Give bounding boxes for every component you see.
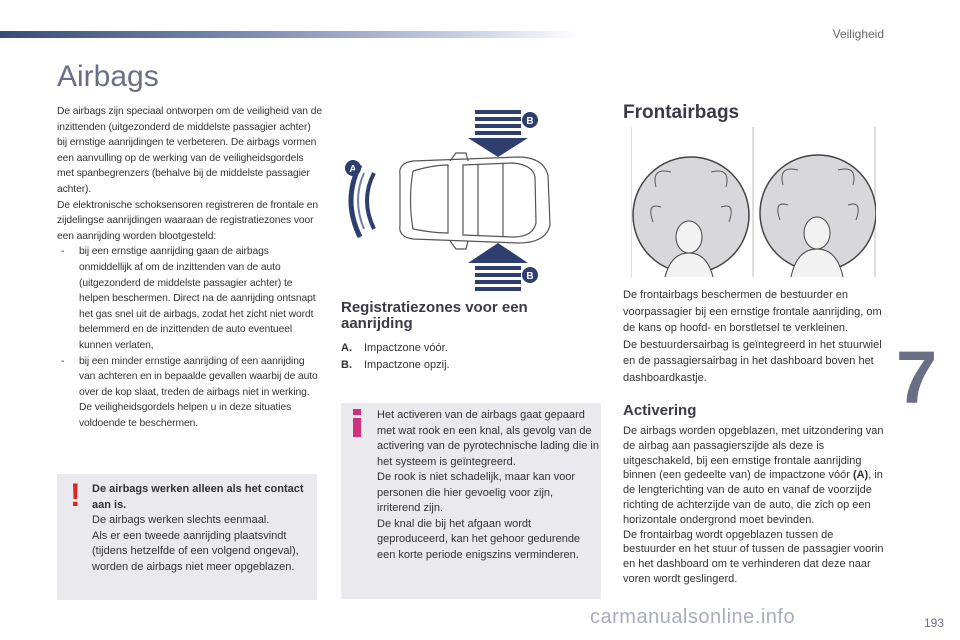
label-b: B	[526, 116, 534, 127]
frontairbag-illustration	[631, 127, 876, 277]
page-number: 193	[923, 616, 944, 630]
impact-arc	[367, 173, 374, 229]
info-paragraph: De rook is niet schadelijk, maar kan voor personen die hier gevoelig voor zijn, irriterend zijn.	[377, 471, 576, 514]
frontairbags-text	[623, 287, 885, 386]
list-item: - bij een ernstige aanrijding gaan de airbags onmiddellijk af om de inzittenden van de auto (uitgezonderd de middelste passagier achter) te helpen beschermen. Direct na de aanrijding ontsnapt het gas snel uit de airbags, zodat het zicht niet wordt belemmerd en de inzittenden de auto eventueel kunnen verlaten,	[57, 244, 322, 353]
list-item	[341, 357, 450, 374]
warning-text	[92, 482, 312, 575]
intro-paragraph: De airbags zijn speciaal ontworpen om de veiligheid van de inzittenden (uitgezonderd de middelste passagier achter) bij ernstige aanrijdingen te verbeteren. De airbags vormen een aanvulling op de werking van de veiligheidsgordels met spanbegrenzers (behalve bij de middelste passagier achter).	[57, 106, 322, 195]
car-outline	[400, 153, 550, 249]
chapter-number: 7	[896, 336, 938, 419]
text-span: , in de lengterichting van de auto en vanaf de voorzijde richting de achterzijde van de auto, die zich op een horizontale ondergrond moet bevinden.	[623, 469, 883, 526]
info-paragraph: De knal die bij het afgaan wordt geproduceerd, kan het gehoor gedurende een korte periode enigszins verminderen.	[377, 517, 581, 561]
warning-line: Als er een tweede aanrijding plaatsvindt (tijdens hetzelfde of een volgend ongeval), worden de airbags niet meer opgeblazen.	[92, 529, 299, 573]
item-text: Impactzone opzij.	[364, 359, 450, 371]
frontairbags-title: Frontairbags	[623, 102, 740, 123]
activering-text	[623, 424, 888, 587]
label-a: A	[349, 164, 357, 175]
item-text: Impactzone vóór.	[364, 342, 448, 354]
activering-paragraph	[623, 424, 888, 528]
driver-airbag-icon	[633, 157, 749, 277]
header-gradient-bar	[0, 31, 580, 38]
info-box	[341, 403, 601, 599]
front-paragraph: De frontairbags beschermen de bestuurder en voorpassagier bij een ernstige frontale aanrijding, om de kans op hoofd- en borstletsel te verkleinen.	[623, 289, 882, 334]
info-icon	[351, 409, 363, 437]
item-key: B.	[341, 359, 352, 371]
watermark: carmanualsonline.info	[590, 606, 796, 628]
activering-title: Activering	[623, 402, 697, 419]
activering-paragraph: De frontairbag wordt opgeblazen tussen de bestuurder en het stuur of tussen de passagier voorin en het dashboard om te verhinderen dat deze naar voren wordt geslingerd.	[623, 528, 884, 585]
intro-bullets	[57, 244, 322, 431]
label-b: B	[526, 271, 534, 282]
list-item	[341, 340, 450, 357]
page-title: Airbags	[57, 60, 159, 93]
warning-box	[57, 474, 317, 600]
item-key: A.	[341, 342, 352, 354]
warning-line: De airbags werken slechts eenmaal.	[92, 514, 270, 526]
section-label: Veiligheid	[832, 27, 884, 41]
passenger-airbag-icon	[760, 155, 876, 277]
text-span: De airbags worden opgeblazen, met uitzondering van de airbag aan passagierszijde als deze is uitgeschakeld, bij een ernstige frontale aanrijding binnen (een gedeelte van) de impactzone vóór	[623, 425, 884, 482]
arrow-up-icon	[468, 243, 528, 291]
intro-paragraph: De elektronische schoksensoren registreren de frontale en zijdelingse aanrijdingen waaraan de registratiezones voor een aanrijding worden blootgesteld:	[57, 199, 319, 242]
front-paragraph: De bestuurdersairbag is geïntegreerd in het stuurwiel en de passagiersairbag in het dashboard boven het dashboardkastje.	[623, 338, 882, 384]
impact-arc	[358, 173, 364, 229]
info-text	[377, 408, 599, 563]
zone-key: (A)	[852, 469, 869, 482]
info-paragraph: Het activeren van de airbags gaat gepaard met wat rook en een knal, als gevolg van de activering van de pyrotechnische lading die in het systeem is geïntegreerd.	[377, 409, 599, 468]
registration-title: Registratiezones voor een aanrijding	[341, 299, 528, 332]
arrow-down-icon	[468, 110, 528, 157]
warning-heading: De airbags werken alleen als het contact aan is.	[92, 483, 304, 511]
exclamation-icon: !	[70, 477, 81, 513]
registration-list	[341, 340, 450, 374]
list-item: - bij een minder ernstige aanrijding of een aanrijding van achteren en in bepaalde gevallen waarbij de auto over de kop slaat, treden de airbags niet in werking. De veiligheidsgordels helpen u in deze situaties voldoende te beschermen.	[57, 354, 322, 432]
car-impact-zone-diagram	[338, 105, 563, 295]
intro-text	[57, 104, 322, 431]
